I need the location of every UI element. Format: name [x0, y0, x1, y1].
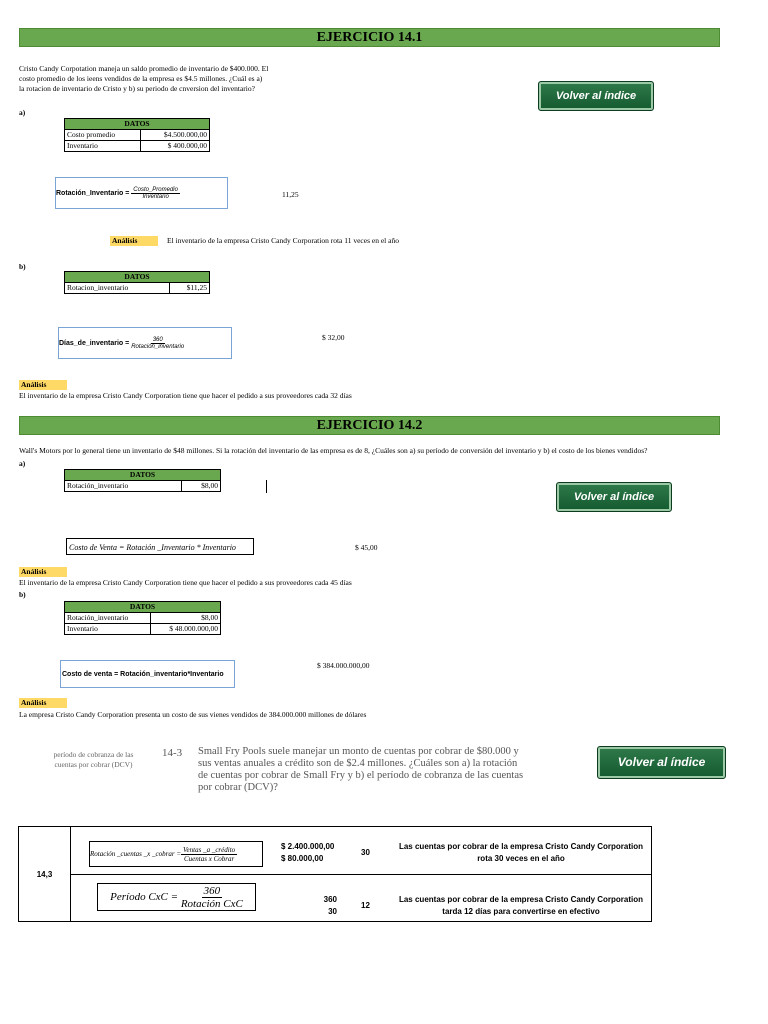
- table-row: [65, 624, 221, 635]
- cell-value: $ 48.000.000,00: [151, 624, 221, 635]
- value-line: 30: [328, 907, 337, 916]
- row-separator: [71, 874, 651, 875]
- datos-header: DATOS: [65, 272, 210, 283]
- scan-text-line: sus ventas anuales a crédito son de $2.4 millones. ¿Cuáles son a) la rotación: [198, 758, 518, 769]
- formula-numerator: 360: [152, 336, 163, 343]
- formula-lhs: Rotación _cuentas _x _cobrar =: [90, 850, 182, 858]
- volver-indice-button[interactable]: Volver al índice: [538, 81, 654, 111]
- analysis-line: tarda 12 días para convertirse en efectivo: [442, 907, 600, 916]
- cell-value: $8,00: [151, 613, 221, 624]
- analysis-line: rota 30 veces en el año: [477, 854, 565, 863]
- ej2-part-b-label: b): [19, 590, 26, 599]
- f1-result: 30: [361, 848, 370, 857]
- ej2-analysis-a: El inventario de la empresa Cristo Candy Corporation tiene que hacer el pedido a sus proveedores cada 45 días: [19, 578, 352, 587]
- ej1-analysis-label: Análisis: [110, 236, 158, 246]
- ej1-analysis-b-label: Análisis: [19, 380, 67, 390]
- f2-formula: [97, 883, 256, 911]
- row-label: 14,3: [19, 827, 71, 921]
- formula-fraction: [181, 846, 237, 863]
- f1-analysis: [393, 841, 649, 865]
- ej1-statement-line: Cristo Candy Corpotation maneja un saldo promedio de inventario de $400.000. El: [19, 64, 269, 73]
- cell-label: Costo promedio: [65, 130, 141, 141]
- scan-problem-number: 14-3: [162, 747, 183, 759]
- ej2-result-b: $ 384.000.000,00: [317, 661, 370, 670]
- formula-numerator: 360: [203, 884, 221, 897]
- cell-label: Rotacion_inventario: [65, 283, 170, 294]
- datos-header: DATOS: [65, 602, 221, 613]
- formula-denominator: Rotación_inventario: [131, 343, 185, 350]
- ej1-analysis-b: El inventario de la empresa Cristo Candy Corporation tiene que hacer el pedido a sus proveedores cada 32 días: [19, 391, 352, 400]
- value-line: $ 2.400.000,00: [281, 842, 335, 851]
- formula-lhs: Rotación_Inventario =: [56, 189, 130, 197]
- value-line: 360: [323, 895, 337, 904]
- formula-numerator: Ventas _a _crédito: [183, 845, 236, 854]
- ej2-result-a: $ 45,00: [355, 543, 378, 552]
- ej1-result-b: $ 32,00: [322, 333, 345, 342]
- ej2-part-a-label: a): [19, 459, 26, 468]
- table-row: [65, 141, 210, 152]
- table-row: [65, 283, 210, 294]
- ej2-analysis-label: Análisis: [19, 567, 67, 577]
- ej2-datos-table-b: [64, 601, 221, 635]
- formula-numerator: Costo_Promedio: [133, 186, 178, 193]
- ej2-statement: Wall's Motors por lo general tiene un inventario de $48 millones. Si la rotación del inventario de las empresa es de 8, ¿Cuáles son a) su período de conversión del inventario y b) el costo de los bienes vendidos?: [19, 446, 648, 455]
- ej1-datos-table-b: [64, 271, 210, 294]
- formula-denominator: Inventario: [142, 193, 169, 200]
- scan-problem-text: [198, 746, 548, 794]
- cell-value: $ 400.000,00: [141, 141, 210, 152]
- cell-label: Inventario: [65, 624, 151, 635]
- scan-text-line: de cuentas por cobrar de Small Fry y b) el período de cobranza de las cuentas: [198, 770, 524, 781]
- f2-analysis: [393, 894, 649, 918]
- datos-header: DATOS: [65, 470, 221, 481]
- ej2-analysis-b: La empresa Cristo Candy Corporation presenta un costo de sus vienes vendidos de 384.000.000 millones de dólares: [19, 710, 367, 719]
- ej1-statement-line: costo promedio de los ieens vendidos de la empresa es $4.5 millones. ¿Cuál es a): [19, 74, 263, 83]
- f2-result: 12: [361, 901, 370, 910]
- formula-denominator: Rotación CxC: [180, 897, 243, 910]
- scan-text-line: Small Fry Pools suele manejar un monto de cuentas por cobrar de $80.000 y: [198, 746, 519, 757]
- ejercicio-14-2-title: EJERCICIO 14.2: [19, 416, 720, 435]
- formula-fraction: [131, 187, 180, 200]
- scan-left-caption: [36, 750, 151, 770]
- cell-value: $4.500.000,00: [141, 130, 210, 141]
- cell-value: $11,25: [169, 283, 209, 294]
- ej1-statement: [19, 64, 309, 94]
- cell-value: $8,00: [182, 481, 221, 492]
- ejercicio-14-1-title: EJERCICIO 14.1: [19, 28, 720, 47]
- value-line: $ 80.000,00: [281, 854, 324, 863]
- scan-caption-line: cuentas por cobrar (DCV): [54, 760, 133, 769]
- datos-header: DATOS: [65, 119, 210, 130]
- formula-denominator: Cuentas x Cobrar: [184, 854, 235, 863]
- volver-indice-button[interactable]: Volver al índice: [597, 746, 726, 779]
- ej3-solution-table: [18, 826, 652, 922]
- cell-label: Rotación_inventario: [65, 481, 182, 492]
- ej1-formula-a: [55, 177, 228, 209]
- cell-label: Inventario: [65, 141, 141, 152]
- cell-label: Rotación_inventario: [65, 613, 151, 624]
- f1-formula: [89, 841, 263, 867]
- ej1-statement-line: la rotacion de inventario de Cristo y b) su periodo de cnversion del inventario?: [19, 84, 255, 93]
- formula-fraction: [181, 885, 243, 910]
- ej1-analysis-a: El inventario de la empresa Cristo Candy Corporation rota 11 veces en el año: [167, 236, 399, 245]
- scan-text-line: por cobrar (DCV)?: [198, 782, 278, 793]
- table-row: [65, 613, 221, 624]
- ej1-part-b-label: b): [19, 262, 26, 271]
- ej1-result-a: 11,25: [282, 190, 299, 199]
- table-row: [65, 481, 221, 492]
- analysis-line: Las cuentas por cobrar de la empresa Cristo Candy Corporation: [398, 842, 644, 851]
- table-row: [65, 130, 210, 141]
- ej1-part-a-label: a): [19, 108, 26, 117]
- ej1-formula-b: [58, 327, 232, 359]
- ej2-formula-a: Costo de Venta = Rotación _Inventario * Inventario: [66, 538, 254, 555]
- formula-lhs: Días_de_inventario =: [59, 339, 130, 347]
- ej2-formula-b: Costo de venta = Rotación_inventario*Inventario: [60, 660, 235, 688]
- f1-values: [281, 841, 334, 865]
- ej1-datos-table-a: [64, 118, 210, 152]
- formula-lhs: Período CxC =: [110, 891, 179, 903]
- analysis-line: Las cuentas por cobrar de la empresa Cristo Candy Corporation: [398, 895, 644, 904]
- text-cursor: [266, 480, 267, 493]
- formula-fraction: [131, 337, 184, 350]
- scan-caption-line: período de cobranza de las: [53, 750, 134, 759]
- ej2-analysis-b-label: Análisis: [19, 698, 67, 708]
- ej2-datos-table-a: [64, 469, 221, 492]
- volver-indice-button[interactable]: Volver al índice: [556, 482, 672, 512]
- f2-values: [315, 894, 337, 918]
